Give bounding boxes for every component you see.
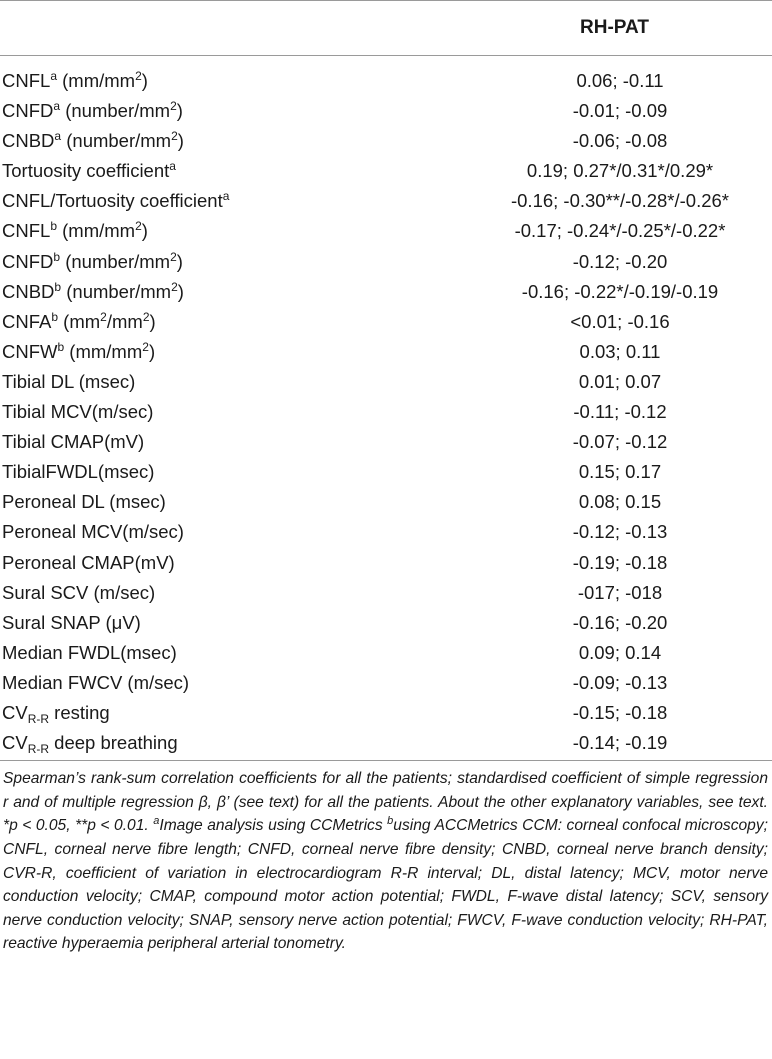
table-row bbox=[0, 216, 772, 246]
row-unit-close: ) bbox=[141, 220, 148, 242]
row-value: -0.07; -0.12 bbox=[572, 431, 668, 453]
table-row bbox=[0, 397, 772, 427]
row-label bbox=[2, 341, 155, 363]
row-label bbox=[2, 702, 110, 724]
row-value: <0.01; -0.16 bbox=[570, 310, 670, 332]
row-unit: (mm/mm bbox=[57, 220, 136, 242]
row-label bbox=[2, 311, 156, 333]
row-value: -0.19; -0.18 bbox=[572, 551, 668, 573]
row-label-text: Sural SCV (m/sec) bbox=[2, 581, 156, 603]
row-label bbox=[2, 100, 183, 122]
row-value: -0.17; -0.24*/-0.25*/-0.22* bbox=[514, 220, 726, 242]
row-label bbox=[2, 732, 178, 757]
row-label-text: Peroneal MCV(m/sec) bbox=[2, 521, 184, 543]
row-label-text: Peroneal DL (msec) bbox=[2, 491, 166, 513]
row-label bbox=[2, 582, 155, 604]
footnote-part3: using ACCMetrics CCM: corneal confocal microscopy; CNFL, corneal nerve fibre length; CNFD, corneal nerve fibre density; CNBD, corneal nerve branch density; CVR-R, coefficient of variation in electrocardiogram R-R interval; DL, distal latency; MCV, motor nerve conduction velocity; CMAP, compound motor action potential; FWDL, F-wave distal latency; SCV, sensory nerve conduction velocity; SNAP, sensory nerve action potential; FWCV, F-wave conduction velocity; RH-PAT, reactive hyperaemia peripheral arterial tonometry. bbox=[3, 817, 768, 953]
row-value: -0.16; -0.20 bbox=[572, 611, 668, 633]
row-label bbox=[2, 642, 177, 664]
table-row bbox=[0, 608, 772, 638]
row-label bbox=[2, 612, 141, 634]
row-label-superscript: b bbox=[51, 309, 59, 324]
footnote-part1: Spearman’s rank-sum correlation coefficients for all the patients; standardised coefficient of simple regression r and of multiple regression β, β’ (see text) for all the patients. About the other explanatory variables, see text. *p < 0.05, **p < 0.01. bbox=[3, 770, 768, 835]
row-label bbox=[2, 220, 148, 242]
row-label-text: CV bbox=[2, 732, 28, 754]
row-unit-superscript: 2 bbox=[171, 279, 178, 294]
row-unit-superscript: 2 bbox=[100, 309, 107, 324]
row-label-text: Sural SNAP (μV) bbox=[2, 611, 141, 633]
table-row bbox=[0, 126, 772, 156]
row-value: 0.08; 0.15 bbox=[578, 491, 662, 513]
row-unit: (mm/mm bbox=[64, 340, 143, 362]
row-label-text: CNFD bbox=[2, 250, 54, 272]
row-unit: (number/mm bbox=[61, 130, 172, 152]
row-value: -0.15; -0.18 bbox=[572, 701, 668, 723]
table-row bbox=[0, 487, 772, 517]
row-unit-close: ) bbox=[177, 280, 184, 302]
row-unit-close: ) bbox=[176, 250, 183, 272]
row-label-superscript: b bbox=[57, 339, 65, 354]
row-value: 0.01; 0.07 bbox=[578, 370, 662, 392]
row-label-subscript: R-R bbox=[27, 711, 50, 726]
row-label-text: Tortuosity coefficient bbox=[2, 160, 170, 182]
row-label bbox=[2, 552, 175, 574]
row-label-suffix: resting bbox=[49, 701, 110, 723]
row-unit: (number/mm bbox=[60, 250, 171, 272]
row-value: -0.01; -0.09 bbox=[572, 100, 668, 122]
row-label-text: CNFW bbox=[2, 340, 58, 362]
table-row bbox=[0, 307, 772, 337]
row-label-text: Tibial CMAP(mV) bbox=[2, 431, 145, 453]
row-unit-close: ) bbox=[177, 130, 184, 152]
row-value: 0.06; -0.11 bbox=[576, 70, 664, 91]
table-row bbox=[0, 186, 772, 216]
row-value: -0.09; -0.13 bbox=[572, 671, 668, 693]
row-label-superscript: b bbox=[54, 279, 62, 294]
table-row bbox=[0, 548, 772, 578]
row-label-superscript: b bbox=[53, 249, 61, 264]
row-label bbox=[2, 431, 144, 453]
row-value: -0.12; -0.13 bbox=[572, 521, 668, 543]
row-label-text: CNFD bbox=[2, 100, 54, 122]
table-body bbox=[0, 56, 772, 758]
row-unit-superscript: 2 bbox=[171, 129, 178, 144]
table-row bbox=[0, 247, 772, 277]
table-row bbox=[0, 277, 772, 307]
row-label bbox=[2, 251, 183, 273]
row-value: -0.11; -0.12 bbox=[573, 401, 667, 423]
row-value: -017; -018 bbox=[577, 581, 663, 603]
row-label-superscript: a bbox=[53, 99, 61, 114]
row-unit: (mm bbox=[58, 310, 101, 332]
row-label-text: CNBD bbox=[2, 280, 55, 302]
row-unit-superscript: 2 bbox=[135, 69, 142, 83]
row-unit-superscript: 2 bbox=[142, 339, 149, 354]
row-label-text: CNFL/Tortuosity coefficient bbox=[2, 190, 223, 212]
row-label-text: TibialFWDL(msec) bbox=[2, 461, 155, 483]
table-row bbox=[0, 457, 772, 487]
row-unit: (number/mm bbox=[60, 100, 171, 122]
column-header-rh-pat: RH-PAT bbox=[580, 17, 649, 38]
row-value: 0.19; 0.27*/0.31*/0.29* bbox=[526, 160, 714, 182]
row-label-text: Median FWDL(msec) bbox=[2, 641, 177, 663]
row-value: -0.06; -0.08 bbox=[572, 130, 668, 152]
row-value: -0.16; -0.30**/-0.28*/-0.26* bbox=[510, 190, 730, 212]
footnote-sup-a: a bbox=[153, 815, 160, 828]
row-label bbox=[2, 281, 184, 303]
row-label bbox=[2, 160, 176, 182]
row-unit-close: ) bbox=[176, 100, 183, 122]
table-row bbox=[0, 367, 772, 397]
row-value: -0.12; -0.20 bbox=[572, 250, 668, 272]
row-unit-close: ) bbox=[149, 310, 156, 332]
row-unit-mid: /mm bbox=[106, 310, 143, 332]
row-label-superscript: a bbox=[54, 129, 62, 144]
row-label-superscript: a bbox=[169, 159, 176, 174]
table-row bbox=[0, 96, 772, 126]
footnote-sup-b: b bbox=[387, 815, 394, 828]
footnote-part2: Image analysis using CCMetrics bbox=[159, 817, 388, 835]
row-label bbox=[2, 521, 184, 543]
row-label bbox=[2, 70, 148, 92]
row-label-superscript: b bbox=[50, 219, 57, 234]
table-row bbox=[0, 578, 772, 608]
table-row bbox=[0, 156, 772, 186]
table-row bbox=[0, 66, 772, 96]
row-value: 0.15; 0.17 bbox=[578, 461, 662, 483]
table-row bbox=[0, 668, 772, 698]
row-label-text: CNFA bbox=[2, 310, 52, 332]
row-unit: (number/mm bbox=[61, 280, 172, 302]
row-unit-close: ) bbox=[141, 70, 148, 91]
row-label bbox=[2, 491, 166, 513]
row-label-text: Tibial MCV(m/sec) bbox=[2, 401, 154, 423]
table-row bbox=[0, 698, 772, 728]
table-row bbox=[0, 427, 772, 457]
row-unit-superscript-2: 2 bbox=[142, 309, 150, 324]
table-footnote bbox=[0, 761, 772, 956]
row-label-text: Tibial DL (msec) bbox=[2, 370, 136, 392]
row-value: -0.16; -0.22*/-0.19/-0.19 bbox=[521, 280, 719, 302]
row-unit-superscript: 2 bbox=[170, 99, 177, 114]
row-label-text: CNFL bbox=[2, 70, 51, 91]
row-label-superscript: a bbox=[222, 189, 230, 204]
row-unit-close: ) bbox=[148, 340, 156, 362]
table-row bbox=[0, 337, 772, 367]
row-label-text: CNFL bbox=[2, 220, 51, 242]
row-label bbox=[2, 130, 184, 152]
row-unit: (mm/mm bbox=[57, 70, 136, 91]
row-label-text: CNBD bbox=[2, 130, 55, 152]
row-label-text: Median FWCV (m/sec) bbox=[2, 671, 190, 693]
row-label bbox=[2, 190, 229, 212]
row-label-text: Peroneal CMAP(mV) bbox=[2, 551, 175, 573]
row-label-superscript: a bbox=[50, 69, 57, 83]
table-row bbox=[0, 728, 772, 758]
row-label-text: CV bbox=[2, 701, 28, 723]
row-label-suffix: deep breathing bbox=[49, 732, 178, 754]
row-value: -0.14; -0.19 bbox=[572, 732, 668, 754]
row-unit-superscript: 2 bbox=[170, 249, 177, 264]
row-label bbox=[2, 672, 189, 694]
table-row bbox=[0, 517, 772, 547]
row-label bbox=[2, 371, 135, 393]
row-value: 0.09; 0.14 bbox=[578, 641, 662, 663]
row-label bbox=[2, 401, 153, 423]
row-label-subscript: R-R bbox=[27, 742, 50, 757]
row-unit-superscript: 2 bbox=[135, 219, 142, 234]
table-row bbox=[0, 638, 772, 668]
row-value: 0.03; 0.11 bbox=[579, 340, 661, 362]
row-label bbox=[2, 461, 154, 483]
table-header bbox=[0, 1, 772, 55]
